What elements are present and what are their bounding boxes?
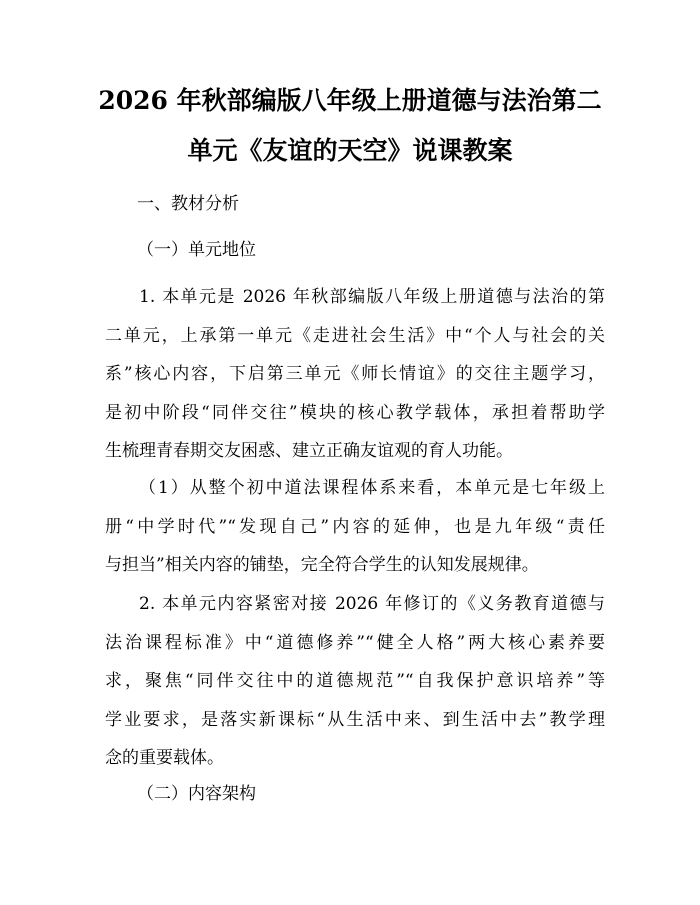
subsection-heading-unit-position: （一）单元地位 bbox=[137, 240, 256, 260]
paragraph-line: 生梳理青春期交友困惑、建立正确友谊观的育人功能。 bbox=[105, 441, 513, 461]
paragraph-line: 1. 本单元是 2026 年秋部编版八年级上册道德与法治的第 bbox=[139, 287, 605, 307]
paragraph-line: 2. 本单元内容紧密对接 2026 年修订的《义务教育道德与 bbox=[139, 594, 605, 614]
paragraph-line: 学业要求，是落实新课标“从生活中来、到生活中去”教学理 bbox=[105, 709, 605, 730]
document-title-line-1: 2026 年秋部编版八年级上册道德与法治第二 bbox=[98, 86, 602, 115]
paragraph-unit-position bbox=[105, 286, 605, 479]
paragraph-line: 二单元，上承第一单元《走进社会生活》中“个人与社会的关 bbox=[105, 325, 605, 346]
paragraph-curriculum-system bbox=[105, 477, 605, 593]
section-heading-teaching-material-analysis: 一、教材分析 bbox=[137, 194, 239, 214]
paragraph-line: （1）从整个初中道法课程体系来看，本单元是七年级上 bbox=[139, 478, 605, 498]
paragraph-line: 法治课程标准》中“道德修养”“健全人格”两大核心素养要 bbox=[105, 632, 605, 653]
paragraph-line: 与担当”相关内容的铺垫，完全符合学生的认知发展规律。 bbox=[105, 555, 539, 575]
paragraph-line: 是初中阶段“同伴交往”模块的核心教学载体，承担着帮助学 bbox=[105, 402, 605, 423]
paragraph-line: 念的重要载体。 bbox=[105, 748, 224, 768]
paragraph-curriculum-standard bbox=[105, 593, 605, 786]
subsection-heading-content-structure: （二）内容架构 bbox=[137, 784, 256, 804]
document-title-line-2: 单元《友谊的天空》说课教案 bbox=[187, 136, 513, 165]
paragraph-line: 求，聚焦“同伴交往中的道德规范”“自我保护意识培养”等 bbox=[105, 671, 605, 691]
paragraph-line: 册“中学时代”“发现自己”内容的延伸，也是九年级“责任 bbox=[105, 516, 605, 537]
paragraph-line: 系”核心内容，下启第三单元《师长情谊》的交往主题学习， bbox=[105, 364, 605, 384]
